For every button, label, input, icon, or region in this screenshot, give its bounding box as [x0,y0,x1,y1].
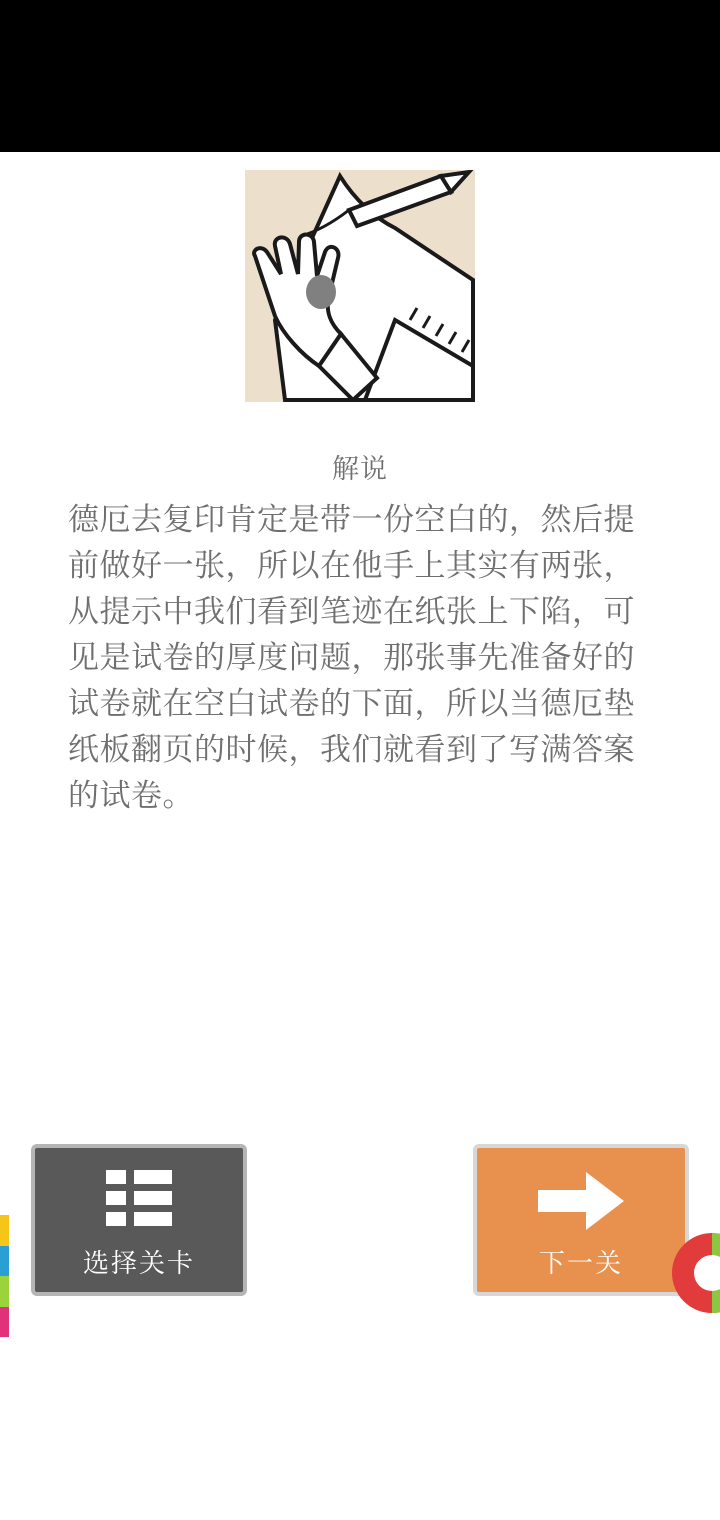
right-edge-badge[interactable] [672,1230,720,1316]
arrow-right-icon [538,1170,624,1236]
select-level-button[interactable] [31,1144,247,1296]
explanation-text: 德厄去复印肯定是带一份空白的，然后提前做好一张，所以在他手上其实有两张，从提示中我们看到笔迹在纸张上下陷，可见是试卷的厚度问题，那张事先准备好的试卷就在空白试卷的下面，所以当德厄垫纸板翻页的时候，我们就看到了写满答案的试卷。 [68,502,635,814]
select-level-button-label: 选择关卡 [82,1249,195,1279]
next-level-button-label: 下一关 [538,1249,623,1279]
game-screen [0,152,720,1520]
hand-drawing-on-paper-illustration [245,170,475,402]
left-edge-stripes [0,1215,9,1337]
next-level-button[interactable] [473,1144,689,1296]
list-icon [106,1170,172,1230]
section-title: 解说 [332,454,388,485]
